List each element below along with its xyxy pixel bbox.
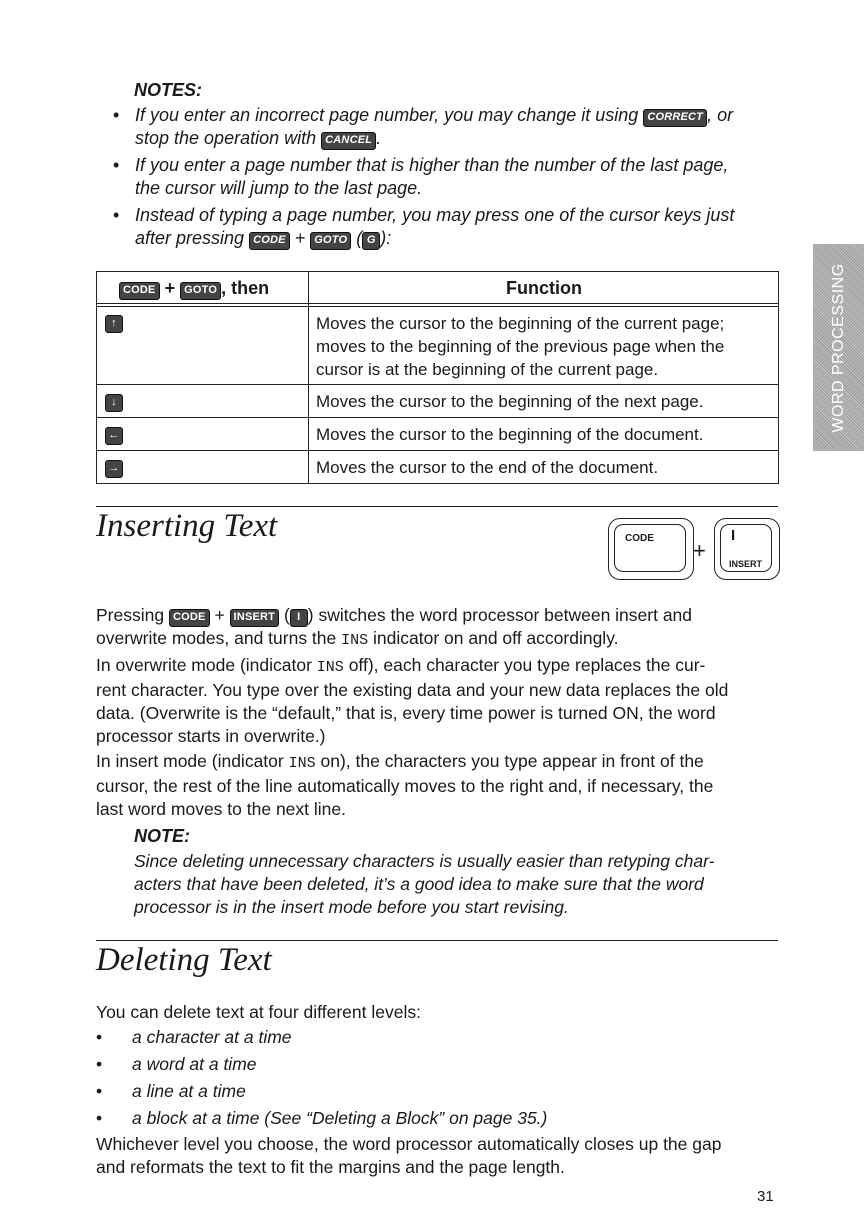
bullet-icon: • xyxy=(113,105,120,125)
row-text: Moves the cursor to the beginning of the current page; xyxy=(316,314,725,333)
section-divider xyxy=(96,506,778,507)
insert-key-icon: INSERT xyxy=(230,609,280,627)
cancel-key-icon: CANCEL xyxy=(321,132,376,150)
side-tab-label: WORD PROCESSING xyxy=(829,262,847,433)
bullet-icon: • xyxy=(96,1081,103,1101)
goto-cursor-table xyxy=(96,271,779,484)
bullet-icon: • xyxy=(113,205,120,225)
table-header-then: , then xyxy=(221,278,270,298)
correct-key-icon: CORRECT xyxy=(643,109,707,127)
row-text: cursor is at the beginning of the current page. xyxy=(316,360,659,379)
section-divider xyxy=(96,940,778,941)
paragraph xyxy=(96,654,796,748)
list-item-text: a line at a time xyxy=(132,1081,246,1101)
list-item xyxy=(96,1107,548,1130)
bullet-icon: • xyxy=(96,1027,103,1047)
goto-key-icon: GOTO xyxy=(310,232,351,250)
note-text: , or xyxy=(707,105,734,125)
paragraph-text: processor starts in overwrite.) xyxy=(96,726,326,746)
code-key-icon: CODE xyxy=(169,609,210,627)
section-side-tab xyxy=(813,244,864,451)
table-row xyxy=(316,456,658,479)
table-row xyxy=(316,312,724,381)
goto-key-icon: GOTO xyxy=(180,282,221,300)
paragraph-text: In overwrite mode (indicator xyxy=(96,655,312,675)
paragraph-text: data. (Overwrite is the “default,” that is, every time power is turned ON, the word xyxy=(96,703,716,723)
code-insert-key-illustration xyxy=(600,514,782,584)
plus-sign: + xyxy=(693,538,706,563)
row-text: Moves the cursor to the end of the document. xyxy=(316,458,659,477)
paragraph-text: rent character. You type over the existing data and your new data replaces the old xyxy=(96,680,729,700)
paragraph-text: Whichever level you choose, the word processor automatically closes up the gap xyxy=(96,1134,722,1154)
page-number: 31 xyxy=(757,1188,774,1205)
row-text: Moves the cursor to the beginning of the document. xyxy=(316,425,704,444)
notes-heading: NOTES: xyxy=(134,80,203,100)
note-text: Instead of typing a page number, you may press one of the cursor keys just xyxy=(135,205,735,225)
table-row xyxy=(316,390,703,413)
list-item xyxy=(96,1080,246,1103)
table-header-function: Function xyxy=(506,278,582,298)
plus-sign: + xyxy=(214,605,225,625)
paragraph-text: Pressing xyxy=(96,605,165,625)
ins-indicator: INS xyxy=(316,659,344,676)
paren: ): xyxy=(380,228,392,248)
note-item xyxy=(113,104,734,150)
list-item xyxy=(96,1053,257,1076)
row-text: Moves the cursor to the beginning of the next page. xyxy=(316,392,704,411)
keycap-label: I xyxy=(731,527,736,544)
bullet-icon: • xyxy=(113,155,120,175)
paragraph-text: last word moves to the next line. xyxy=(96,799,346,819)
note-text: after pressing xyxy=(135,228,245,248)
i-key-icon: I xyxy=(290,609,308,627)
note-text: processor is in the insert mode before you start revising. xyxy=(134,897,569,917)
paragraph xyxy=(96,750,796,821)
paragraph-text: indicator on and off accordingly. xyxy=(373,628,619,648)
paragraph xyxy=(96,604,796,652)
note-text: If you enter an incorrect page number, you may change it using xyxy=(135,105,639,125)
paragraph-text: and reformats the text to fit the margins and the page length. xyxy=(96,1157,565,1177)
note-item xyxy=(113,204,735,250)
plus-sign: + xyxy=(164,278,176,298)
keycap-label: CODE xyxy=(625,533,654,544)
paragraph-text: overwrite modes, and turns the xyxy=(96,628,337,648)
paragraph-text: cursor, the rest of the line automatically moves to the right and, if necessary, the xyxy=(96,776,714,796)
section-title-inserting: Inserting Text xyxy=(96,508,278,544)
row-text: moves to the beginning of the previous page when the xyxy=(316,337,725,356)
table-header-keys xyxy=(119,278,269,300)
table-row xyxy=(316,423,703,446)
paren: ( xyxy=(356,228,363,248)
left-arrow-key-icon: ← xyxy=(105,427,123,445)
list-item-text: a character at a time xyxy=(132,1027,292,1047)
note-text: . xyxy=(376,128,382,148)
insert-key-icon xyxy=(714,518,780,580)
note-item xyxy=(113,154,729,200)
note-text: stop the operation with xyxy=(135,128,317,148)
paragraph-text: In insert mode (indicator xyxy=(96,751,284,771)
keycap-label: INSERT xyxy=(729,559,763,569)
code-key-icon: CODE xyxy=(119,282,160,300)
paragraph: You can delete text at four different levels: xyxy=(96,1002,421,1022)
bullet-icon: • xyxy=(96,1108,103,1128)
note-text: the cursor will jump to the last page. xyxy=(135,178,423,198)
paragraph-text: on), the characters you type appear in front of the xyxy=(320,751,704,771)
note-body xyxy=(134,850,794,919)
note-text: If you enter a page number that is higher than the number of the last page, xyxy=(135,155,729,175)
paragraph xyxy=(96,1133,796,1179)
list-item-text: a word at a time xyxy=(132,1054,257,1074)
note-heading: NOTE: xyxy=(134,826,190,846)
down-arrow-key-icon: ↓ xyxy=(105,394,123,412)
paragraph-text: ) switches the word processor between insert and xyxy=(307,605,693,625)
ins-indicator: INS xyxy=(288,755,316,772)
plus-sign: + xyxy=(294,228,306,248)
note-text: acters that have been deleted, it’s a good idea to make sure that the word xyxy=(134,874,704,894)
section-title-deleting: Deleting Text xyxy=(96,942,272,978)
up-arrow-key-icon: ↑ xyxy=(105,315,123,333)
note-text: Since deleting unnecessary characters is usually easier than retyping char- xyxy=(134,851,715,871)
list-item-text: a block at a time (See “Deleting a Block” on page 35.) xyxy=(132,1108,548,1128)
bullet-icon: • xyxy=(96,1054,103,1074)
right-arrow-key-icon: → xyxy=(105,460,123,478)
ins-indicator: INS xyxy=(341,632,369,649)
list-item xyxy=(96,1026,292,1049)
paragraph-text: off), each character you type replaces the cur- xyxy=(348,655,706,675)
code-key-icon xyxy=(608,518,694,580)
g-key-icon: G xyxy=(362,232,380,250)
code-key-icon: CODE xyxy=(249,232,290,250)
paren: ( xyxy=(283,605,290,625)
